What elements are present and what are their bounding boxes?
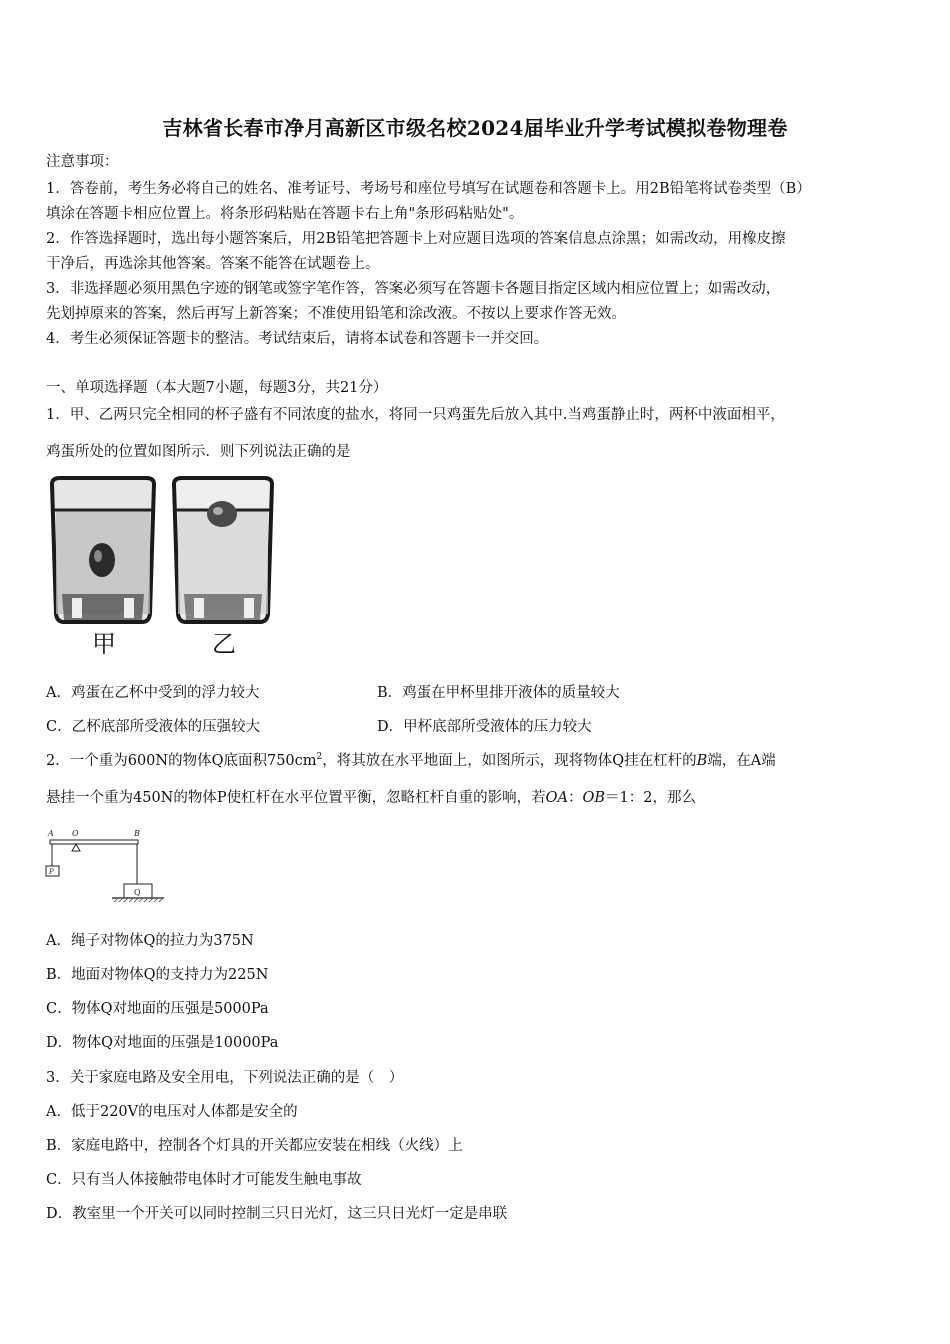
q2-stem-line2 <box>46 786 916 807</box>
q3-option-c[interactable]: C．只有当人体接触带电体时才可能发生触电事故 <box>46 1172 362 1188</box>
q2-stem-text: 2．一个重为600N的物体Q底面积750cm <box>46 753 317 769</box>
fulcrum-icon <box>72 844 80 851</box>
q2-stem-italic: OB <box>582 790 606 806</box>
q3-stem: 3．关于家庭电路及安全用电，下列说法正确的是（ ） <box>46 1070 404 1086</box>
q2-stem-text: 端，在A端 <box>707 753 776 769</box>
q1-option-a[interactable]: A．鸡蛋在乙杯中受到的浮力较大 <box>46 685 260 701</box>
cup-label-jia: 甲 <box>92 630 116 658</box>
egg-icon <box>89 543 115 577</box>
notice-line: 填涂在答题卡相应位置上。将条形码粘贴在答题卡右上角"条形码粘贴处"。 <box>46 206 524 222</box>
notice-heading: 注意事项： <box>46 154 119 170</box>
cup-yi <box>174 478 272 622</box>
q2-stem-text: ＝1：2，那么 <box>605 790 696 806</box>
q1-stem-line2: 鸡蛋所处的位置如图所示．则下列说法正确的是 <box>46 444 351 460</box>
cup-label-yi: 乙 <box>212 630 236 658</box>
q1-option-d[interactable]: D．甲杯底部所受液体的压力较大 <box>377 719 592 735</box>
lever-bar <box>50 840 138 844</box>
cup-jia <box>52 478 154 622</box>
q3-option-d[interactable]: D．教室里一个开关可以同时控制三只日光灯，这三只日光灯一定是串联 <box>46 1206 508 1222</box>
q2-stem-italic: B <box>696 753 708 769</box>
q2-option-d[interactable]: D．物体Q对地面的压强是10000Pa <box>46 1035 279 1051</box>
q2-stem-text: 悬挂一个重为450N的物体P使杠杆在水平位置平衡，忽略杠杆自重的影响，若 <box>46 790 546 806</box>
lever-label-b: B <box>134 829 140 838</box>
q2-stem-sup: 2 <box>316 752 323 763</box>
q2-lever-figure <box>44 826 168 906</box>
notice-line: 3．非选择题必须用黑色字迹的钢笔或签字笔作答，答案必须写在答题卡各题目指定区域内相应位置上；如需改动， <box>46 281 781 297</box>
egg-icon <box>207 501 237 527</box>
page-title: 吉林省长春市净月高新区市级名校2024届毕业升学考试模拟卷物理卷 <box>162 116 788 140</box>
lever-label-a: A <box>48 829 54 838</box>
notice-line: 先划掉原来的答案，然后再写上新答案；不准使用铅笔和涂改液。不按以上要求作答无效。 <box>46 306 626 322</box>
q1-option-b[interactable]: B．鸡蛋在甲杯里排开液体的质量较大 <box>377 685 620 701</box>
q2-stem-italic: OA <box>545 790 568 806</box>
q2-option-a[interactable]: A．绳子对物体Q的拉力为375N <box>46 933 254 949</box>
q1-option-c[interactable]: C．乙杯底部所受液体的压强较大 <box>46 719 261 735</box>
object-p-label: P <box>49 868 54 876</box>
section-heading: 一、单项选择题（本大题7小题，每题3分，共21分） <box>46 380 388 396</box>
q2-option-b[interactable]: B．地面对物体Q的支持力为225N <box>46 967 269 983</box>
notice-line: 干净后，再选涂其他答案。答案不能答在试题卷上。 <box>46 256 380 272</box>
notice-line: 2．作答选择题时，选出每小题答案后，用2B铅笔把答题卡上对应题目选项的答案信息点涂黑；如需改动，用橡皮擦 <box>46 231 786 247</box>
q2-stem-text: ： <box>567 790 583 806</box>
notice-line: 4．考生必须保证答题卡的整洁。考试结束后，请将本试卷和答题卡一并交回。 <box>46 331 549 347</box>
q1-cups-figure <box>46 474 282 660</box>
lever-label-o: O <box>72 829 79 838</box>
q2-option-c[interactable]: C．物体Q对地面的压强是5000Pa <box>46 1001 269 1017</box>
q3-option-b[interactable]: B．家庭电路中，控制各个灯具的开关都应安装在相线（火线）上 <box>46 1138 463 1154</box>
object-q-label: Q <box>134 888 141 897</box>
q2-stem-line1 <box>46 749 916 770</box>
notice-line: 1．答卷前，考生务必将自己的姓名、准考证号、考场号和座位号填写在试题卷和答题卡上。用2B铅笔将试卷类型（B） <box>46 181 811 197</box>
q3-option-a[interactable]: A．低于220V的电压对人体都是安全的 <box>46 1104 298 1120</box>
q1-stem-line1: 1．甲、乙两只完全相同的杯子盛有不同浓度的盐水，将同一只鸡蛋先后放入其中.当鸡蛋静止时，两杯中液面相平， <box>46 407 785 423</box>
q2-stem-text: ，将其放在水平地面上，如图所示，现将物体Q挂在杠杆的 <box>322 753 697 769</box>
